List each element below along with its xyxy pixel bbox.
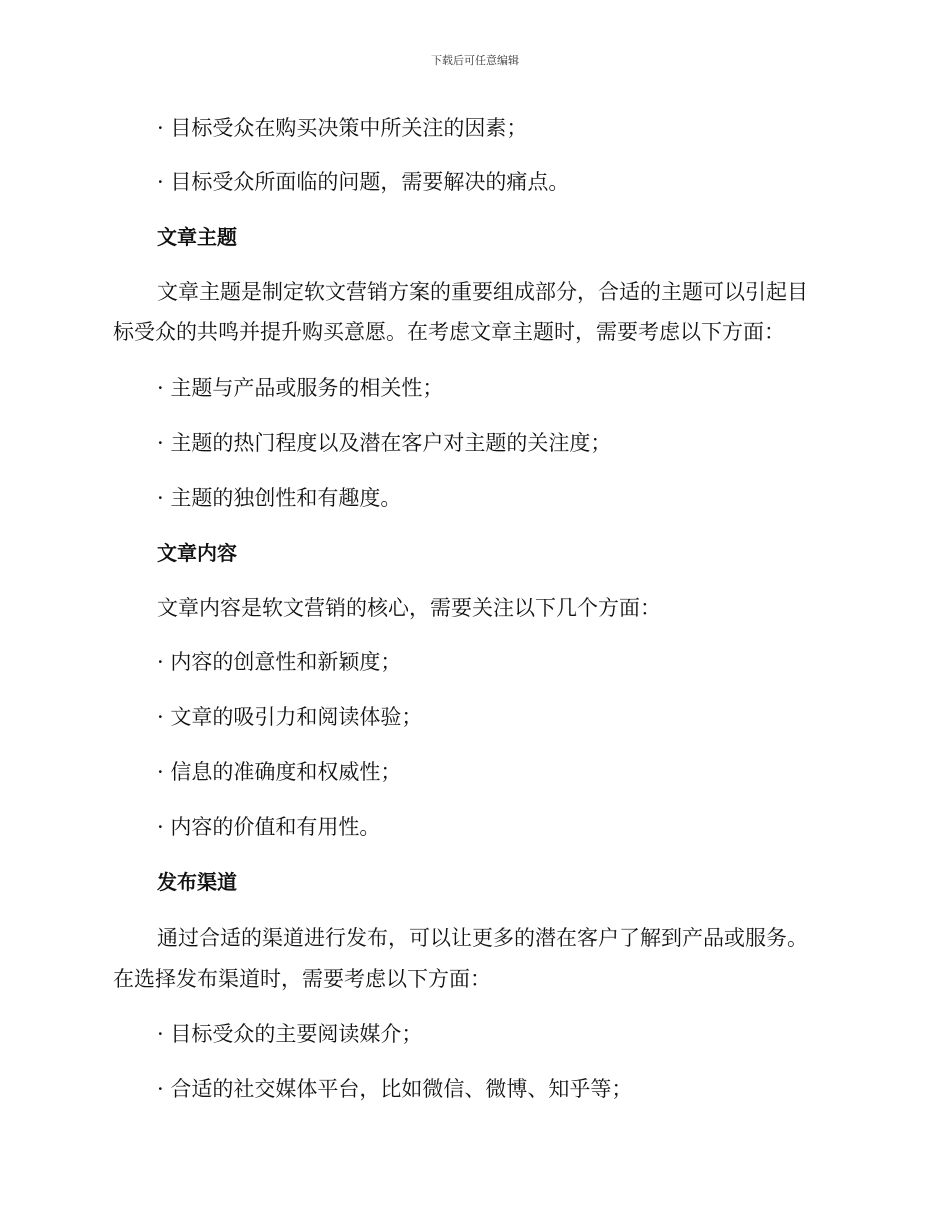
paragraph-line: 通过合适的渠道进行发布，可以让更多的潜在客户了解到产品或服务。	[157, 926, 808, 950]
bullet-item: · 内容的价值和有用性。	[157, 815, 381, 839]
section-heading-content: 文章内容	[157, 541, 237, 565]
bullet-item: · 合适的社交媒体平台，比如微信、微博、知乎等；	[157, 1077, 633, 1101]
bullet-item: · 主题与产品或服务的相关性；	[157, 376, 444, 400]
paragraph-line: 文章内容是软文营销的核心，需要关注以下几个方面：	[157, 596, 661, 620]
section-heading-channels: 发布渠道	[157, 870, 237, 894]
bullet-item: · 信息的准确度和权威性；	[157, 760, 402, 784]
bullet-item: · 主题的独创性和有趣度。	[157, 486, 402, 510]
bullet-item: · 主题的热门程度以及潜在客户对主题的关注度；	[157, 431, 612, 455]
paragraph-line: 文章主题是制定软文营销方案的重要组成部分，合适的主题可以引起目	[157, 280, 808, 304]
bullet-item: · 文章的吸引力和阅读体验；	[157, 705, 423, 729]
bullet-item: · 目标受众在购买决策中所关注的因素；	[157, 116, 528, 140]
bullet-item: · 目标受众的主要阅读媒介；	[157, 1022, 423, 1046]
section-heading-topic: 文章主题	[157, 225, 237, 249]
bullet-item: · 内容的创意性和新颖度；	[157, 650, 402, 674]
paragraph-line: 标受众的共鸣并提升购买意愿。在考虑文章主题时，需要考虑以下方面：	[113, 320, 785, 344]
paragraph-line: 在选择发布渠道时，需要考虑以下方面：	[113, 967, 491, 991]
page-header: 下载后可任意编辑	[431, 54, 519, 67]
bullet-item: · 目标受众所面临的问题，需要解决的痛点。	[157, 170, 570, 194]
